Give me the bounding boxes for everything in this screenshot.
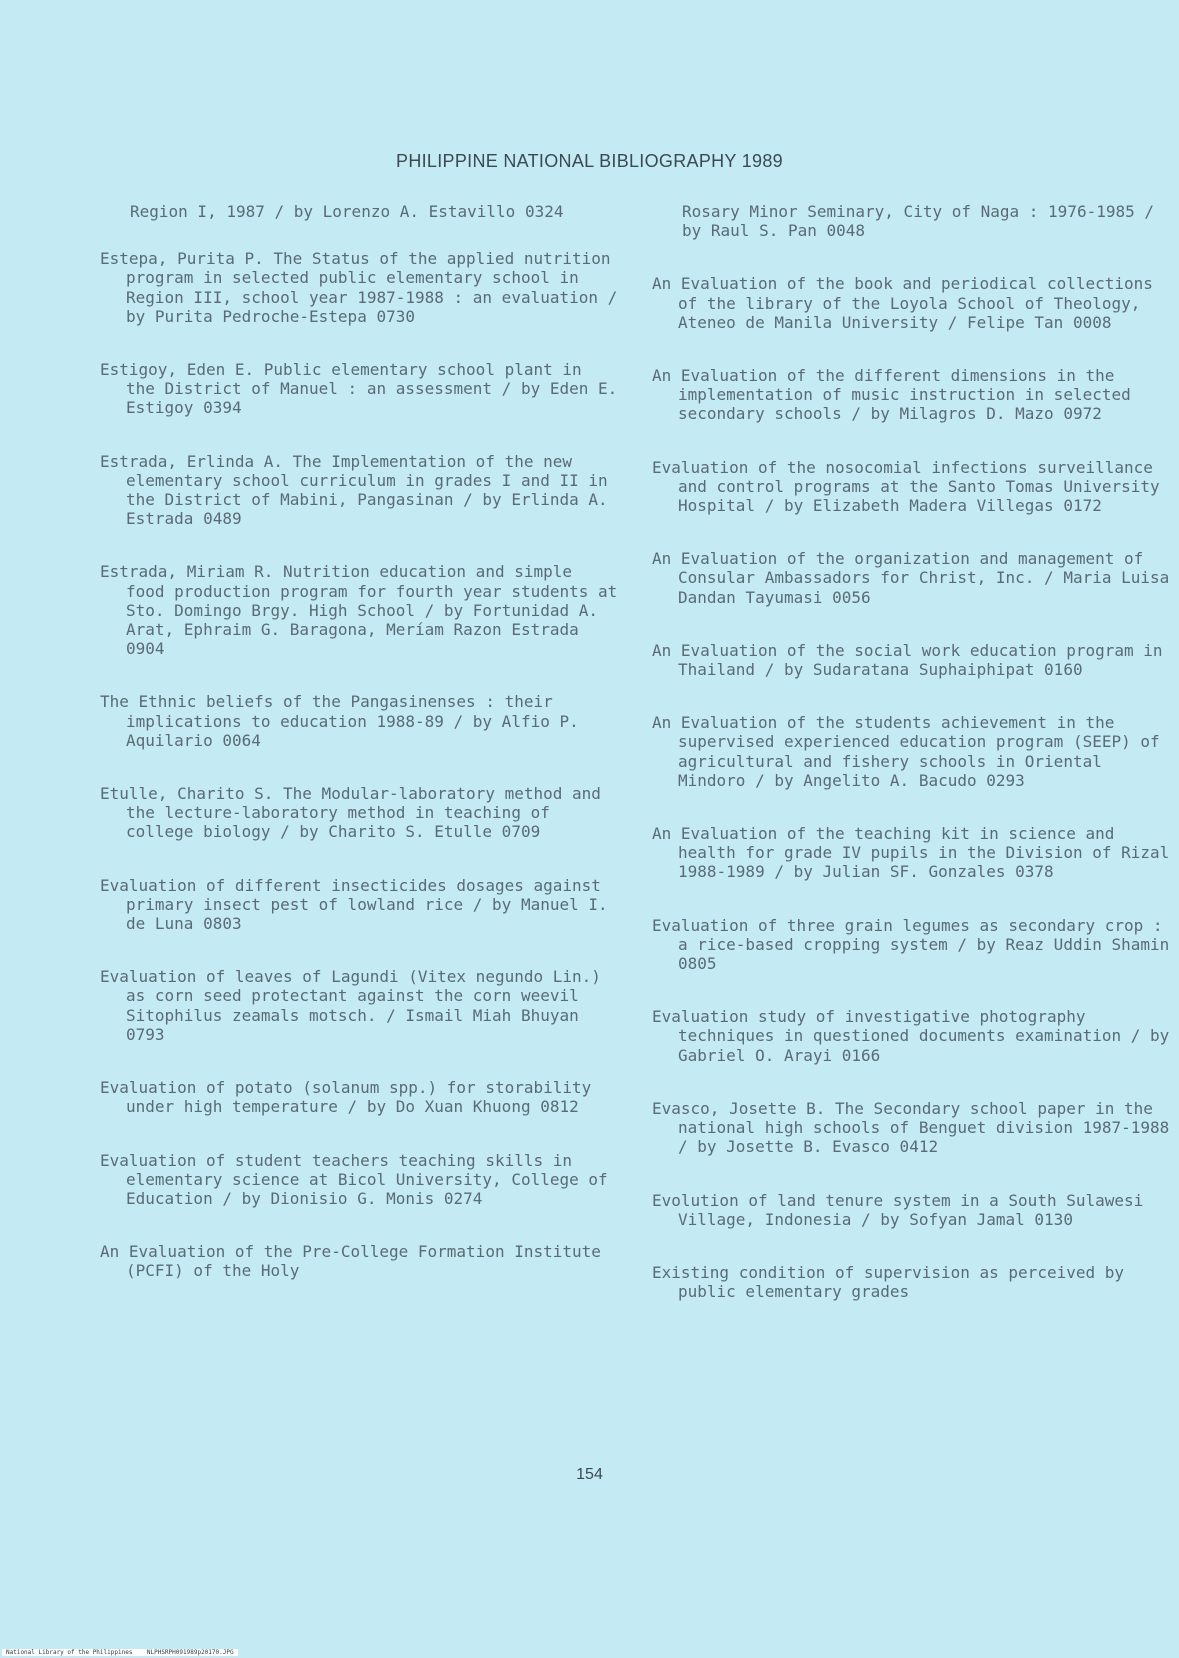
list-item: Evolution of land tenure system in a South Sulawesi Village, Indonesia / by Sofyan Jamal 0130 xyxy=(652,1190,1153,1229)
right-column xyxy=(652,202,1179,1335)
list-item: Estepa, Purita P. The Status of the applied nutrition program in selected public elementary school in Region III, school year 1987-1988 : an evaluation / by Purita Pedroche-Estepa 0730 xyxy=(100,249,627,326)
list-item: Evaluation of three grain legumes as secondary crop : a rice-based cropping system / by Reaz Uddin Shamin 0805 xyxy=(652,915,1179,974)
list-item: Estrada, Erlinda A. The Implementation of the new elementary school curriculum in grades I and II in the District of Mabini, Pangasinan / by Erlinda A. Estrada 0489 xyxy=(100,451,618,529)
list-item: Evaluation of potato (solanum spp.) for storability under high temperature / by Do Xuan Khuong 0812 xyxy=(100,1078,601,1117)
list-item: Evaluation study of investigative photography techniques in questioned documents examination / by Gabriel O. Arayi 0166 xyxy=(652,1007,1179,1065)
page-number: 154 xyxy=(576,1466,603,1483)
list-item: Estigoy, Eden E. Public elementary school plant in the District of Manuel : an assessment / by Eden E. Estigoy 0394 xyxy=(100,360,627,418)
list-item: Evaluation of leaves of Lagundi (Vitex negundo Lin.) as corn seed protectant against the corn weevil Sitophilus zeamals motsch. / Ismail Miah Bhuyan 0793 xyxy=(100,967,611,1044)
list-item: An Evaluation of the Pre-College Formation Institute (PCFI) of the Holy xyxy=(100,1242,611,1281)
left-column xyxy=(100,202,627,1315)
footer-credit: National Library of the Philippines NLPHSRPH091989p20170.JPG xyxy=(2,1649,238,1656)
list-item: The Ethnic beliefs of the Pangasinenses : their implications to education 1988-89 / by Alfio P. Aquilario 0064 xyxy=(100,692,589,750)
list-item: Rosary Minor Seminary, City of Naga : 1976-1985 / by Raul S. Pan 0048 xyxy=(682,202,1164,241)
list-item: Region I, 1987 / by Lorenzo A. Estavillo 0324 xyxy=(130,202,564,221)
list-item: An Evaluation of the organization and management of Consular Ambassadors for Christ, Inc. / Maria Luisa Dandan Tayumasi 0056 xyxy=(652,549,1179,607)
list-item: An Evaluation of the teaching kit in science and health for grade IV pupils in the Division of Rizal 1988-1989 / by Julian SF. Gonzales 0378 xyxy=(652,824,1179,882)
list-item: Evaluation of the nosocomial infections surveillance and control programs at the Santo Tomas University Hospital / by Elizabeth Madera Villegas 0172 xyxy=(652,457,1170,516)
list-item: Evaluation of student teachers teaching skills in elementary science at Bicol University, College of Education / by Dionisio G. Monis 0274 xyxy=(100,1150,618,1208)
page-title: PHILIPPINE NATIONAL BIBLIOGRAPHY 1989 xyxy=(396,151,783,171)
list-item: Evaluation of different insecticides dosages against primary insect pest of lowland rice / by Manuel I. de Luna 0803 xyxy=(100,875,618,934)
list-item: Existing condition of supervision as perceived by public elementary grades xyxy=(652,1262,1134,1302)
list-item: Evasco, Josette B. The Secondary school paper in the national high schools of Benguet division 1987-1988 / by Josette B. Evasco 0412 xyxy=(652,1098,1179,1157)
list-item: An Evaluation of the book and periodical collections of the library of the Loyola School of Theology, Ateneo de Manila University / Felipe Tan 0008 xyxy=(652,274,1163,332)
list-item: Estrada, Miriam R. Nutrition education and simple food production program for fourth year students at Sto. Domingo Brgy. High School / by Fortunidad A. Arat, Ephraim G. Baragona, Meríam Razon Estrada 0904 xyxy=(100,562,627,659)
list-item: An Evaluation of the students achievement in the supervised experienced education program (SEEP) of agricultural and fishery schools in Oriental Mindoro / by Angelito A. Bacudo 0293 xyxy=(652,713,1170,790)
list-item: An Evaluation of the social work education program in Thailand / by Sudaratana Suphaiphipat 0160 xyxy=(652,640,1173,680)
list-item: Etulle, Charito S. The Modular-laboratory method and the lecture-laboratory method in teaching of college biology / by Charito S. Etulle 0709 xyxy=(100,784,611,842)
list-item: An Evaluation of the different dimensions in the implementation of music instruction in selected secondary schools / by Milagros D. Mazo 0972 xyxy=(652,366,1141,424)
